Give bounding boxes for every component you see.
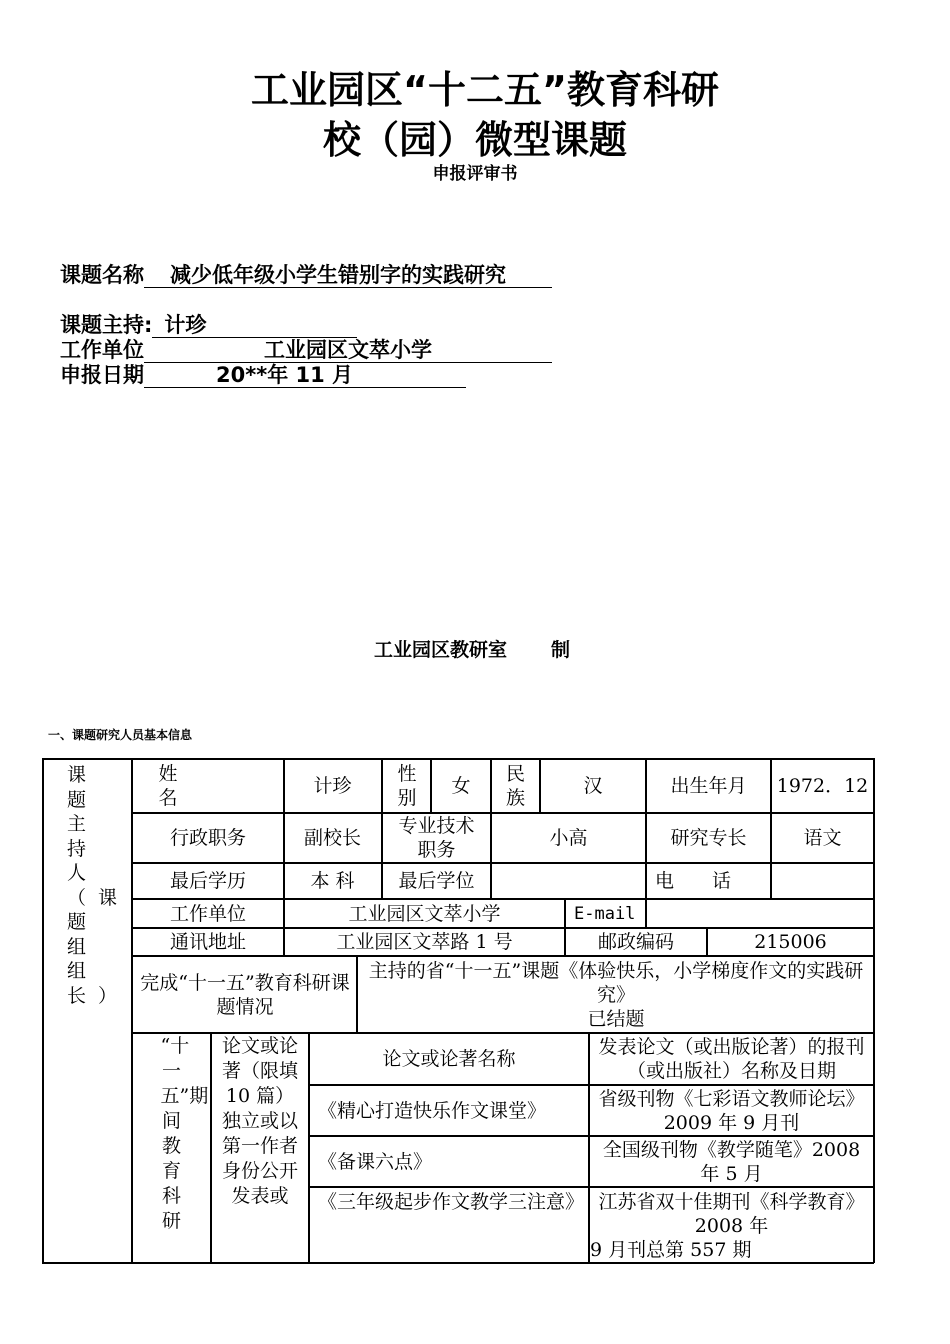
period-label: “十一五”期间教育科研 bbox=[160, 1035, 209, 1232]
name-label-cell bbox=[133, 760, 283, 812]
paper-3-pub-2: 9 月刊总第 557 期 bbox=[590, 1239, 752, 1261]
email-label: E-mail bbox=[574, 903, 636, 924]
gender-value: 女 bbox=[451, 775, 471, 797]
group-label-cell bbox=[55, 763, 130, 1008]
email-value bbox=[647, 900, 873, 927]
paper-pub-header: 发表论文（或出版论著）的报刊（或出版社）名称及日期 bbox=[598, 1036, 865, 1082]
prev-value-2: 已结题 bbox=[587, 1008, 645, 1030]
specialty-label: 研究专长 bbox=[670, 827, 747, 849]
work-value: 工业园区文萃小学 bbox=[348, 902, 501, 925]
title-line-1: 工业园区“十二五”教育科研 bbox=[251, 68, 719, 112]
name-value: 计珍 bbox=[313, 775, 352, 797]
work-label: 工作单位 bbox=[169, 902, 246, 925]
birth-label: 出生年月 bbox=[670, 775, 747, 797]
addr-label: 通讯地址 bbox=[169, 931, 246, 953]
title-line-2: 校（园）微型课题 bbox=[322, 118, 627, 162]
specialty-value: 语文 bbox=[803, 827, 842, 849]
paper-3-name: 《三年级起步作文教学三注意》 bbox=[318, 1191, 585, 1213]
date-label: 申报日期 bbox=[60, 363, 144, 387]
ethnic-label: 民族 bbox=[505, 763, 525, 809]
prev-label: 完成“十一五”教育科研课题情况 bbox=[140, 971, 350, 1018]
zip-value: 215006 bbox=[754, 931, 827, 953]
name-label: 姓名 bbox=[158, 763, 258, 809]
org-name: 工业园区教研室 bbox=[374, 639, 508, 661]
host-label: 课题主持: bbox=[60, 313, 153, 337]
paper-3-pub-cell bbox=[590, 1188, 873, 1262]
period-label-cell bbox=[133, 1034, 210, 1262]
zip-label: 邮政编码 bbox=[597, 931, 674, 953]
ethnic-value: 汉 bbox=[583, 775, 603, 797]
paper-name-header: 论文或论著名称 bbox=[382, 1048, 516, 1070]
degree-value bbox=[492, 864, 645, 898]
subtitle: 申报评审书 bbox=[432, 164, 518, 184]
paper-3-pub-1: 江苏省双十佳期刊《科学教育》2008 年 bbox=[598, 1191, 865, 1237]
org-suffix: 制 bbox=[551, 639, 571, 661]
section-title: 一、课题研究人员基本信息 bbox=[48, 728, 193, 742]
title-label: 专业技术职务 bbox=[398, 815, 475, 861]
gender-label: 性别 bbox=[397, 763, 417, 809]
paper-1-name: 《精心打造快乐作文课堂》 bbox=[318, 1099, 547, 1122]
unit-label: 工作单位 bbox=[60, 338, 144, 362]
phone-value bbox=[772, 864, 873, 898]
paper-label: 论文或论著（限填 10 篇）独立或以第一作者身份公开发表或 bbox=[221, 1035, 298, 1207]
host-value: 计珍 bbox=[152, 313, 357, 338]
birth-value: 1972．12 bbox=[776, 775, 869, 797]
admin-value: 副校长 bbox=[303, 827, 361, 849]
topic-value: 减少低年级小学生错别字的实践研究 bbox=[144, 263, 552, 288]
group-label: 课题主持人（课题组组长） bbox=[67, 764, 130, 1007]
paper-2-name: 《备课六点》 bbox=[318, 1150, 433, 1173]
admin-label: 行政职务 bbox=[169, 827, 246, 849]
topic-label: 课题名称 bbox=[60, 263, 144, 287]
phone-label: 电 话 bbox=[655, 870, 732, 892]
date-value: 20**年 11 月 bbox=[144, 363, 466, 388]
paper-1-pub: 省级刊物《七彩语文教师论坛》2009 年 9 月刊 bbox=[598, 1087, 865, 1134]
degree-label: 最后学位 bbox=[398, 870, 475, 892]
prev-value-cell bbox=[360, 957, 872, 1032]
paper-label-cell bbox=[212, 1034, 308, 1262]
title-value: 小高 bbox=[549, 827, 588, 849]
unit-value: 工业园区文萃小学 bbox=[144, 338, 552, 363]
prev-value-1: 主持的省“十一五”课题《体验快乐，小学梯度作文的实践研究》 bbox=[368, 960, 864, 1006]
edu-label: 最后学历 bbox=[169, 870, 246, 892]
addr-value: 工业园区文萃路 1 号 bbox=[336, 931, 513, 953]
edu-value: 本 科 bbox=[310, 870, 355, 892]
paper-2-pub: 全国级刊物《教学随笔》2008 年 5 月 bbox=[602, 1138, 861, 1185]
